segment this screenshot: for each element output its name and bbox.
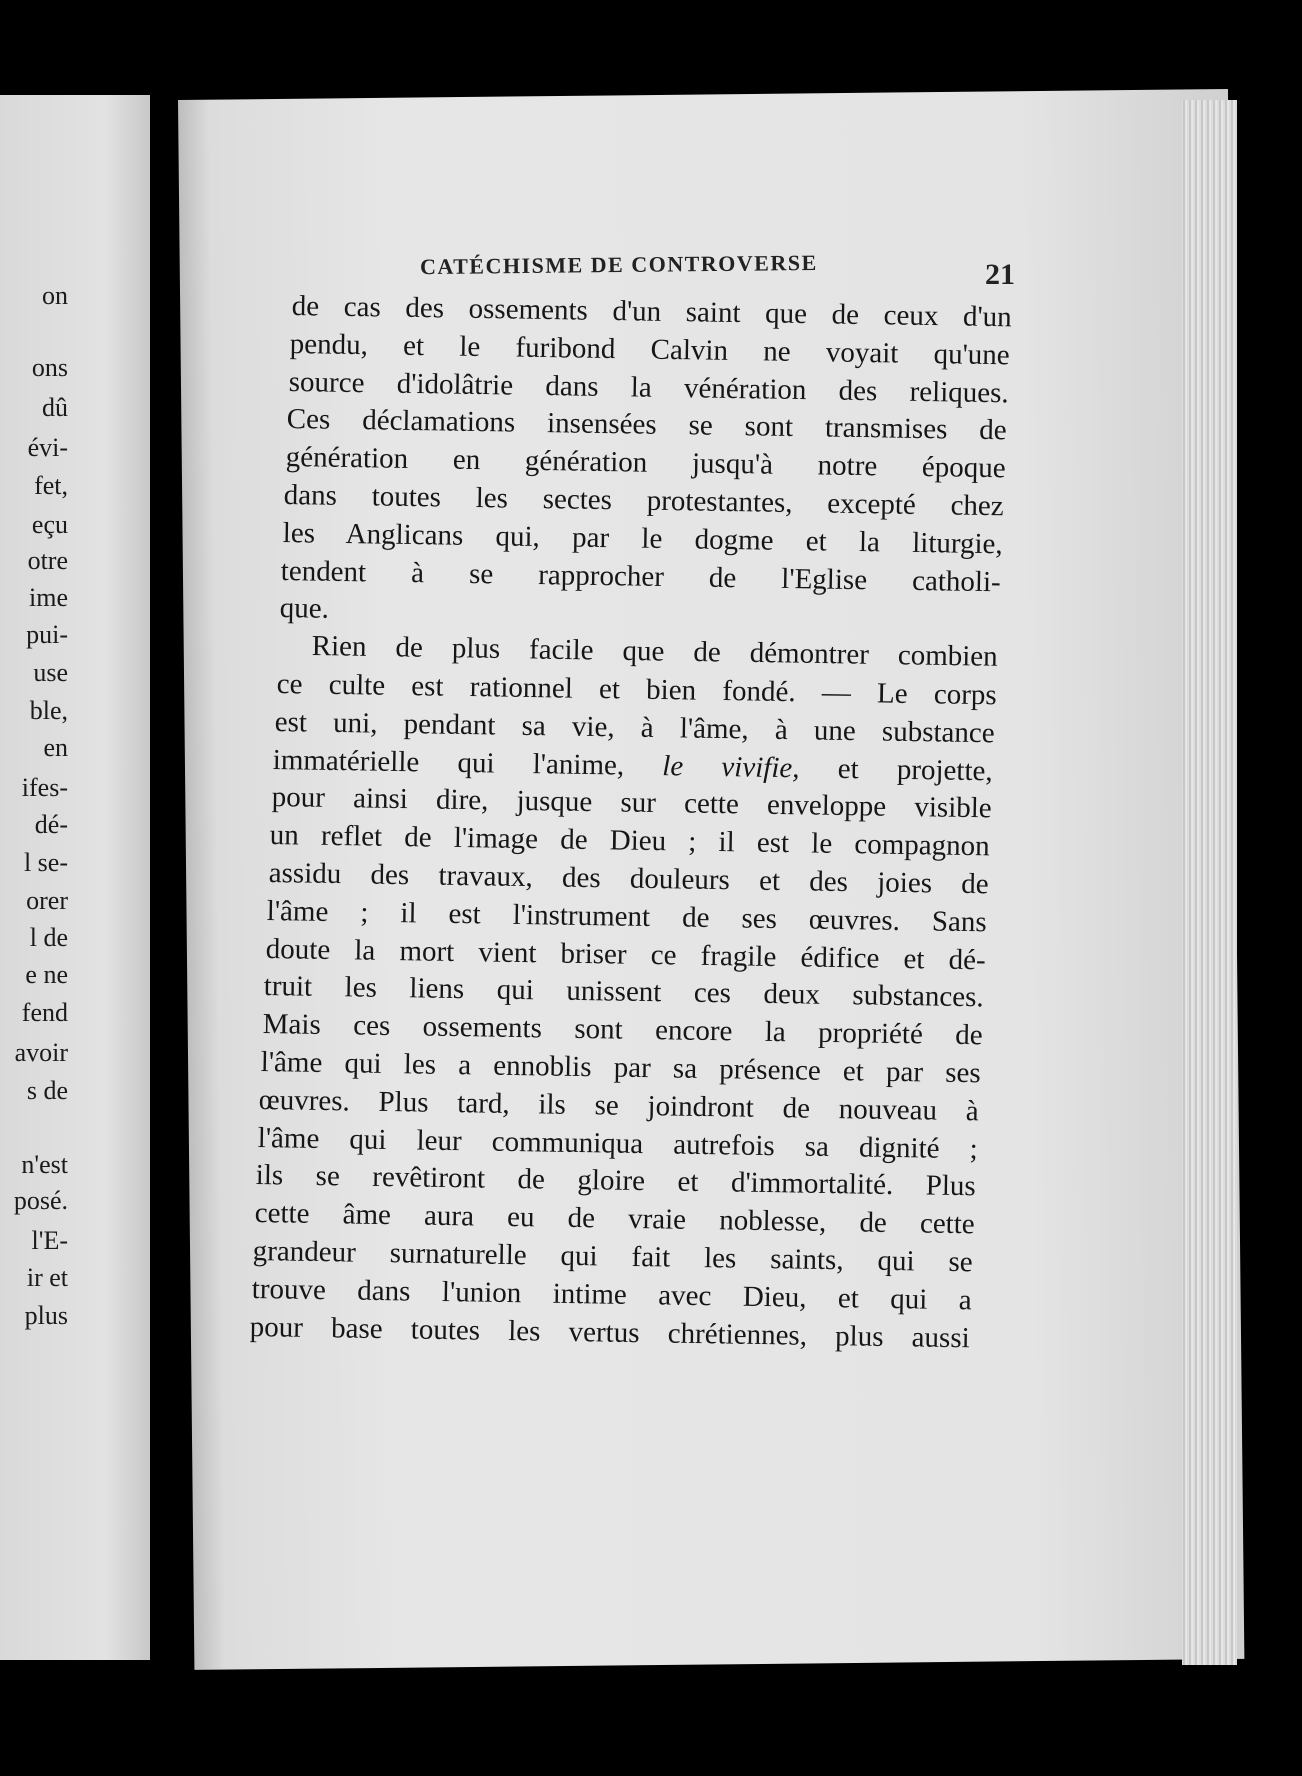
left-fragment: avoir bbox=[14, 1038, 68, 1067]
body-line: Rien de plus facile que de démontrer combien bbox=[311, 630, 998, 673]
left-fragment: fet, bbox=[34, 471, 68, 500]
body-line: cette âme aura eu de vraie noblesse, de cette bbox=[254, 1197, 975, 1241]
left-fragment: s de bbox=[26, 1076, 68, 1105]
left-fragment: n'est bbox=[21, 1150, 68, 1179]
left-fragment: ir et bbox=[26, 1263, 68, 1292]
left-fragment: dû bbox=[42, 393, 68, 422]
body-line: trouve dans l'union intime avec Dieu, et qui a bbox=[251, 1272, 972, 1317]
body-line-text: immatérielle qui l'anime, bbox=[272, 743, 663, 782]
body-line: œuvres. Plus tard, ils se joindront de nouveau à bbox=[258, 1083, 980, 1128]
left-fragment: eçu bbox=[31, 510, 68, 539]
body-line: est uni, pendant sa vie, à l'âme, à une substance bbox=[274, 705, 995, 750]
body-line: que. bbox=[279, 592, 329, 626]
body-line: truit les liens qui unissent ces deux substances. bbox=[263, 970, 985, 1014]
left-fragment: en bbox=[43, 733, 68, 762]
page-edge bbox=[1182, 100, 1237, 1665]
left-fragment: fend bbox=[21, 998, 68, 1027]
body-line: grandeur surnaturelle qui fait les saints, qui se bbox=[252, 1235, 974, 1279]
left-fragment: l de bbox=[29, 923, 68, 952]
left-fragment: use bbox=[33, 658, 68, 687]
body-line: l'âme qui leur communiqua autrefois sa dignité ; bbox=[257, 1121, 978, 1165]
body-line: doute la mort vient briser ce fragile édifice et dé- bbox=[265, 932, 986, 976]
body-line: génération en génération jusqu'à notre époque bbox=[285, 441, 1006, 485]
italic-phrase: le vivifie, bbox=[662, 749, 801, 784]
body-line: un reflet de l'image de Dieu ; il est le compagnon bbox=[269, 819, 991, 863]
left-page bbox=[0, 95, 150, 1660]
body-line: Ces déclamations insensées se sont transmises de bbox=[286, 403, 1008, 447]
left-fragment: posé. bbox=[13, 1186, 68, 1215]
body-line: pour ainsi dire, jusque sur cette enveloppe visible bbox=[271, 781, 992, 825]
body-line: dans toutes les sectes protestantes, excepté chez bbox=[283, 479, 1005, 523]
left-fragment: ble, bbox=[29, 696, 68, 725]
body-line: pendu, et le furibond Calvin ne voyait qu'une bbox=[289, 327, 1011, 372]
body-line: ce culte est rationnel et bien fondé. — Le corps bbox=[276, 668, 997, 712]
left-fragment: l se- bbox=[23, 848, 68, 877]
body-line: assidu des travaux, des douleurs et des joies de bbox=[268, 857, 989, 901]
running-head: CATÉCHISME DE CONTROVERSE bbox=[419, 249, 818, 280]
book-gutter bbox=[150, 75, 180, 1685]
body-line: l'âme qui les a ennoblis par sa présence et par ses bbox=[260, 1046, 981, 1090]
left-fragment: e ne bbox=[25, 960, 68, 989]
body-line: ils se revêtiront de gloire et d'immortalité. Plus bbox=[255, 1159, 977, 1203]
left-fragment: évi- bbox=[27, 433, 68, 462]
body-line: de cas des ossements d'un saint que de ceux d'un bbox=[291, 290, 1012, 334]
body-line: Mais ces ossements sont encore la propriété de bbox=[262, 1008, 983, 1052]
left-fragment: ons bbox=[31, 353, 68, 382]
left-fragment: on bbox=[42, 281, 68, 310]
body-line-tail: et projette, bbox=[799, 751, 994, 787]
left-fragment: pui- bbox=[26, 620, 68, 649]
body-line: l'âme ; il est l'instrument de ses œuvres. Sans bbox=[266, 894, 988, 939]
left-fragment: l'E- bbox=[31, 1226, 68, 1255]
left-fragment: ime bbox=[29, 583, 68, 612]
body-line: source d'idolâtrie dans la vénération des reliques. bbox=[288, 365, 1009, 409]
left-fragment: dé- bbox=[34, 810, 68, 839]
body-line: tendent à se rapprocher de l'Eglise catholi- bbox=[280, 554, 1002, 598]
body-line: pour base toutes les vertus chrétiennes, plus aussi bbox=[249, 1310, 971, 1354]
left-fragment: orer bbox=[26, 886, 68, 915]
left-fragment: plus bbox=[24, 1301, 68, 1330]
left-fragment: ifes- bbox=[21, 773, 68, 802]
page-number: 21 bbox=[985, 258, 1015, 291]
body-line: les Anglicans qui, par le dogme et la liturgie, bbox=[282, 516, 1003, 561]
left-fragment: otre bbox=[27, 546, 68, 575]
